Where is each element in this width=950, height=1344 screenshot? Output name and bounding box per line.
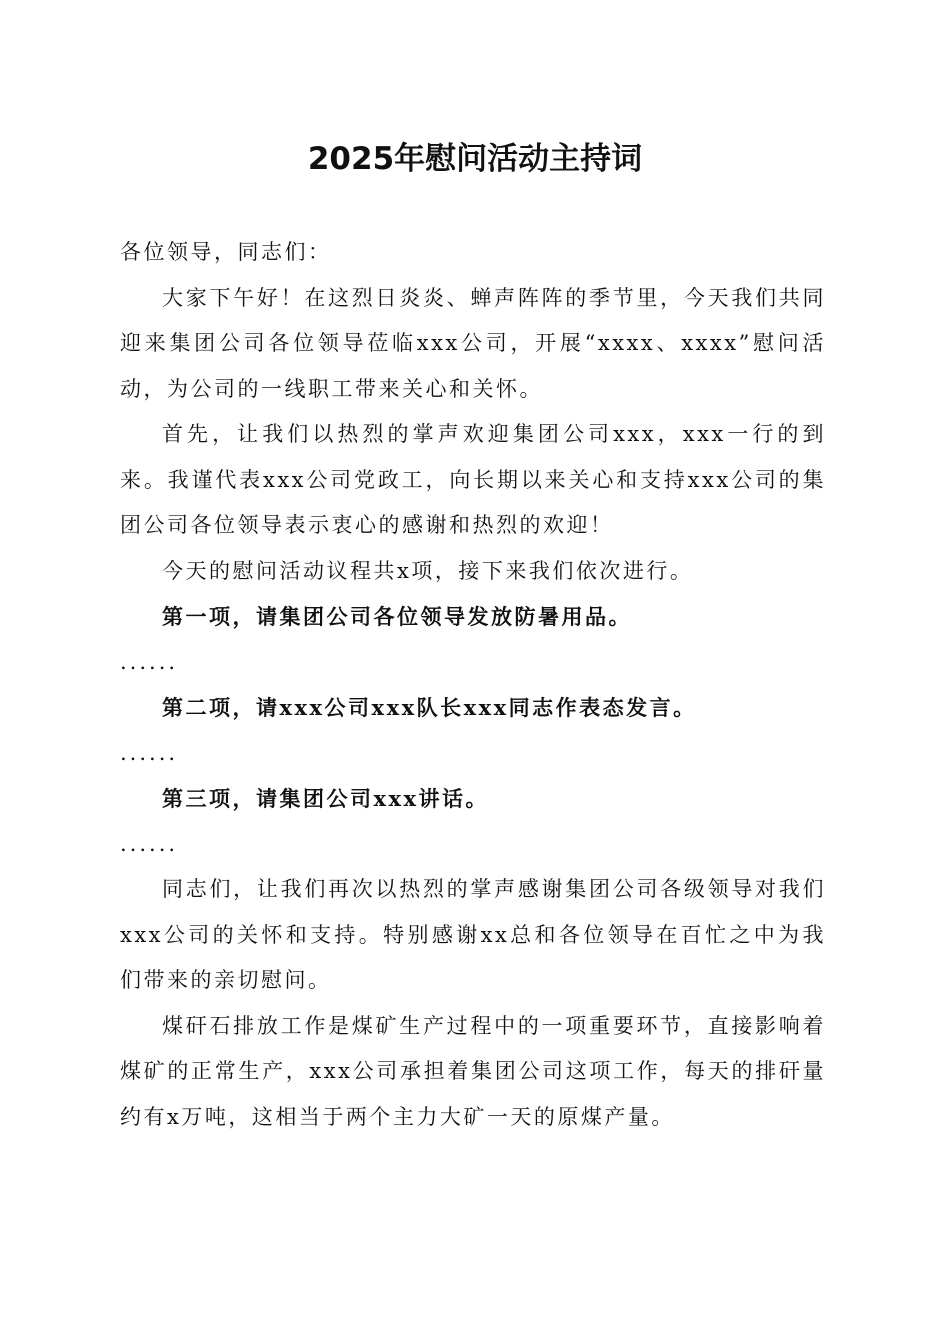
agenda-item-2: 第二项，请xxx公司xxx队长xxx同志作表态发言。 bbox=[162, 695, 697, 720]
paragraph-welcome: 首先，让我们以热烈的掌声欢迎集团公司xxx，xxx一行的到来。我谨代表xxx公司党政工，向长期以来关心和支持xxx公司的集团公司各位领导表示衷心的感谢和热烈的欢迎！ bbox=[120, 422, 826, 537]
agenda-ellipsis-1: ...... bbox=[120, 649, 179, 674]
paragraph-agenda-intro: 今天的慰问活动议程共x项，接下来我们依次进行。 bbox=[162, 558, 694, 583]
agenda-item-1: 第一项，请集团公司各位领导发放防暑用品。 bbox=[162, 604, 632, 629]
document-title: 2025年慰问活动主持词 bbox=[307, 141, 643, 177]
agenda-ellipsis-2: ...... bbox=[120, 740, 179, 765]
agenda-item-3: 第三项，请集团公司xxx讲话。 bbox=[162, 786, 490, 811]
paragraph-gangue-work: 煤矸石排放工作是煤矿生产过程中的一项重要环节，直接影响着煤矿的正常生产，xxx公司承担着集团公司这项工作，每天的排矸量约有x万吨，这相当于两个主力大矿一天的原煤产量。 bbox=[120, 1013, 826, 1129]
document-body bbox=[120, 230, 826, 1140]
paragraph-thanks: 同志们，让我们再次以热烈的掌声感谢集团公司各级领导对我们xxx公司的关怀和支持。特别感谢xx总和各位领导在百忙之中为我们带来的亲切慰问。 bbox=[120, 877, 826, 992]
paragraph-greeting: 大家下午好！在这烈日炎炎、蝉声阵阵的季节里，今天我们共同迎来集团公司各位领导莅临xxx公司，开展“xxxx、xxxx”慰问活动，为公司的一线职工带来关心和关怀。 bbox=[120, 285, 826, 401]
salutation: 各位领导，同志们： bbox=[120, 240, 332, 264]
agenda-ellipsis-3: ...... bbox=[120, 831, 179, 856]
